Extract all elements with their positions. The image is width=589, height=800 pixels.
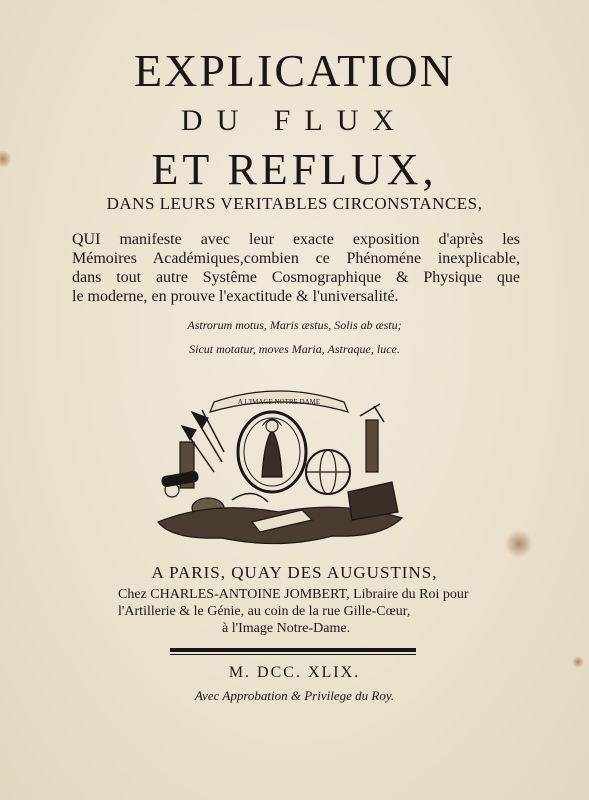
title-line-1: EXPLICATION (134, 45, 455, 96)
title-line-3: ET REFLUX, (151, 145, 438, 194)
imprint-place: A PARIS, QUAY DES AUGUSTINS, (151, 563, 438, 582)
banner-text: A L'IMAGE NOTRE DAME (237, 398, 321, 406)
epigraph-line-2: Sicut motatur, moves Maria, Astraque, luce. (189, 342, 400, 356)
double-rule-thin (170, 654, 416, 655)
printers-device-vignette (152, 382, 406, 550)
madonna-figure (262, 430, 282, 477)
double-rule (170, 648, 416, 652)
title-line-2: DU FLUX (180, 104, 409, 137)
foxing-stain (505, 530, 533, 558)
publication-date: M. DCC. XLIX. (228, 664, 361, 681)
imprint-line: l'Artillerie & le Génie, au coin de la rue Gille-Cœur, (118, 604, 411, 619)
description-line: QUI manifeste avec leur exacte exposition d'après les (72, 231, 520, 248)
imprint-line: Chez CHARLES-ANTOINE JOMBERT, Libraire du Roi pour (118, 587, 469, 602)
description-line: dans tout autre Systême Cosmographique & Physique que (72, 269, 520, 286)
approbation: Avec Approbation & Privilege du Roy. (194, 688, 395, 703)
epigraph-line-1: Astrorum motus, Maris æstus, Solis ab æstu; (187, 318, 402, 332)
imprint-block (118, 586, 498, 637)
description-paragraph (72, 230, 520, 306)
imprint-line: à l'Image Notre-Dame. (222, 621, 351, 636)
description-line: Mémoires Académiques,combien ce Phénoméne inexplicable, (72, 250, 520, 267)
subtitle: DANS LEURS VERITABLES CIRCONSTANCES, (106, 194, 483, 213)
description-line: le moderne, en prouve l'exactitude & l'universalité. (72, 288, 399, 305)
